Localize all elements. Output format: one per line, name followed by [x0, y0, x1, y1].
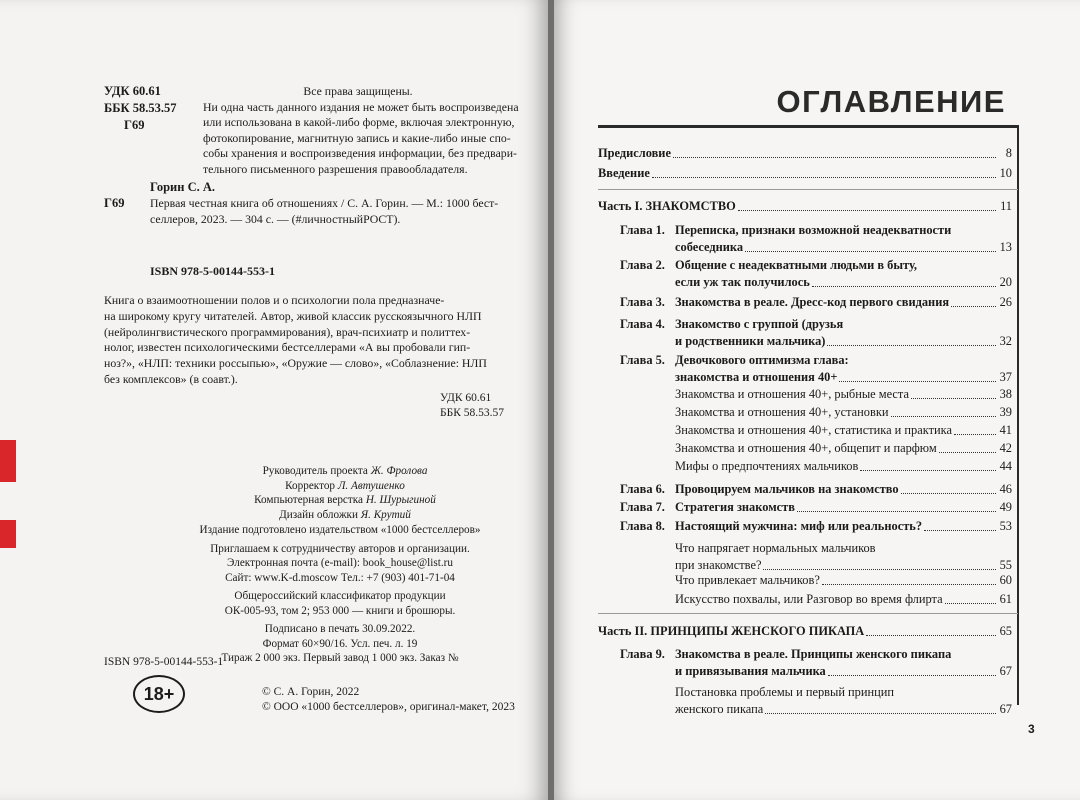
toc-page-number: 39 [999, 405, 1012, 419]
toc-entry[interactable] [675, 558, 1012, 573]
abstract-line: Книга о взаимоотношении полов и о психологии пола предназначе- [104, 293, 445, 307]
contents-heading: ОГЛАВЛЕНИЕ [776, 84, 1006, 119]
toc-entry[interactable] [675, 441, 1012, 456]
toc-page-number: 8 [1005, 146, 1012, 160]
dot-leader [797, 510, 996, 512]
toc-entry[interactable] [675, 519, 1012, 534]
dot-leader [827, 344, 996, 346]
page-number: 3 [1028, 722, 1035, 736]
heading-rule [598, 125, 1018, 128]
dot-leader [924, 529, 996, 531]
book-abstract [104, 293, 487, 388]
credit-layout-label: Компьютерная верстка [254, 494, 364, 506]
chapter-label: Глава 1. [620, 223, 665, 237]
publisher-line: Издание подготовлено издательством «1000 бестселлеров» [199, 524, 481, 536]
toc-entry-text: Стратегия знакомств [675, 500, 795, 514]
chapter-label: Глава 7. [620, 500, 665, 514]
toc-entry-text: Знакомства и отношения 40+, статистика и практика [675, 423, 952, 437]
toc-entry[interactable] [675, 592, 1012, 607]
toc-page-number: 10 [999, 166, 1012, 180]
rights-title: Все права защищены. [303, 84, 413, 98]
section-divider [598, 613, 1018, 614]
publisher-info [170, 523, 510, 666]
dot-leader [891, 415, 997, 417]
toc-entry-text: если уж так получилось [675, 275, 810, 289]
toc-entry-title[interactable]: Переписка, признаки возможной неадекватности [675, 223, 952, 237]
toc-entry-title[interactable]: Что напрягает нормальных мальчиков [675, 541, 876, 555]
bib-line: селлеров, 2023. — 304 с. — (#личностныйРОСТ). [150, 211, 401, 226]
toc-page-number: 38 [999, 387, 1012, 401]
dot-leader [822, 583, 996, 585]
chapter-label: Глава 2. [620, 258, 665, 272]
right-page-contents [554, 0, 1080, 800]
bbk-right: ББК 58.53.57 [440, 407, 505, 419]
toc-entry-text: Знакомства и отношения 40+, установки [675, 405, 889, 419]
credit-layout: Н. Шурыгиной [365, 494, 436, 506]
isbn-bottom: ISBN 978-5-00144-553-1 [104, 656, 224, 668]
publisher-line: Тираж 2 000 экз. Первый завод 1 000 экз. Заказ № [221, 652, 459, 664]
bib-line: Первая честная книга об отношениях / С. А. Горин. — М.: 1000 бест- [150, 196, 499, 210]
abstract-line: ноз?», «НЛП: техники россыпью», «Оружие — слово», «Соблазнение: НЛП [104, 356, 487, 371]
dot-leader [745, 250, 996, 252]
rights-notice [203, 84, 519, 177]
toc-entry[interactable] [675, 423, 1012, 438]
publisher-line: ОК-005-93, том 2; 953 000 — книги и брошюры. [224, 604, 456, 617]
dot-leader [954, 433, 996, 435]
toc-entry-text: Знакомства и отношения 40+, рыбные места [675, 387, 909, 401]
toc-entry-text: при знакомстве? [675, 558, 762, 572]
toc-entry[interactable] [598, 624, 1012, 639]
toc-entry-text: Знакомства и отношения 40+, общепит и парфюм [675, 441, 937, 455]
toc-page-number: 11 [1000, 199, 1012, 213]
toc-entry[interactable] [675, 702, 1012, 717]
toc-entry[interactable] [675, 370, 1012, 385]
toc-entry[interactable] [675, 573, 1012, 588]
publisher-line: Приглашаем к сотрудничеству авторов и организации. [210, 542, 470, 555]
dot-leader [839, 380, 996, 382]
chapter-label: Глава 9. [620, 647, 665, 661]
toc-entry-text: Искусство похвалы, или Разговор во время флирта [675, 592, 943, 606]
dot-leader [765, 712, 996, 714]
toc-entry-text: Настоящий мужчина: миф или реальность? [675, 519, 923, 533]
copyright-publisher: © ООО «1000 бестселлеров», оригинал-макет, 2023 [262, 701, 515, 713]
toc-entry-title[interactable]: Девочкового оптимизма глава: [675, 353, 849, 367]
toc-entry[interactable] [675, 405, 1012, 420]
toc-entry-text: Что привлекает мальчиков? [675, 573, 820, 587]
toc-page-number: 26 [999, 295, 1012, 309]
toc-entry-text: Часть II. ПРИНЦИПЫ ЖЕНСКОГО ПИКАПА [598, 624, 865, 638]
toc-entry[interactable] [675, 387, 1012, 402]
publisher-line: Сайт: www.K-d.moscow Тел.: +7 (903) 401-71-04 [225, 571, 455, 584]
dot-leader [738, 209, 996, 211]
udk-code: УДК 60.61 [104, 84, 161, 98]
author-sign-code: Г69 [124, 118, 145, 132]
toc-page-number: 32 [999, 334, 1012, 348]
abstract-line: нолог, известен психологическими бестселлерами «А вы пробовали гип- [104, 340, 471, 355]
chapter-label: Глава 4. [620, 317, 665, 331]
toc-entry[interactable] [675, 500, 1012, 515]
toc-entry[interactable] [675, 459, 1012, 474]
dot-leader [763, 568, 996, 570]
section-divider [598, 189, 1018, 190]
toc-page-number: 42 [999, 441, 1012, 455]
udk-right: УДК 60.61 [440, 392, 492, 404]
toc-page-number: 67 [999, 702, 1012, 716]
credit-corrector-label: Корректор [285, 479, 336, 492]
isbn-top: ISBN 978-5-00144-553-1 [150, 264, 275, 278]
publisher-line: Подписано в печать 30.09.2022. [264, 623, 416, 635]
dot-leader [911, 397, 996, 399]
dot-leader [673, 156, 996, 158]
toc-entry-title[interactable]: Постановка проблемы и первый принцип [675, 685, 895, 699]
toc-entry[interactable] [675, 295, 1012, 310]
dot-leader [901, 492, 996, 494]
toc-page-number: 44 [999, 459, 1012, 473]
rights-line: фотокопирование, магнитную запись и какие-либо иные спо- [203, 130, 511, 145]
toc-entry-text: Мифы о предпочтениях мальчиков [675, 459, 859, 473]
abstract-line: (нейролингвистического программирования), врач-психиатр и политтех- [104, 324, 471, 339]
dot-leader [866, 634, 996, 636]
toc-entry[interactable] [598, 146, 1012, 161]
dot-leader [812, 285, 996, 287]
toc-page-number: 53 [999, 519, 1012, 533]
toc-entry-title[interactable]: Знакомства в реале. Принципы женского пикапа [675, 647, 952, 661]
publisher-line: Общероссийский классификатор продукции [234, 590, 446, 602]
contents-side-rule [1017, 125, 1019, 705]
toc-entry[interactable] [675, 482, 1012, 497]
bibliographic-record [150, 196, 498, 227]
red-cover-edge-upper [0, 440, 16, 482]
publisher-line: Формат 60×90/16. Усл. печ. л. 19 [262, 637, 418, 650]
toc-page-number: 55 [999, 558, 1012, 572]
rights-line: или использована в какой-либо форме, включая электронную, [203, 115, 515, 129]
toc-entry-text: Часть I. ЗНАКОМСТВО [598, 199, 736, 213]
toc-entry-text: и привязывания мальчика [675, 664, 826, 678]
credit-manager: Ж. Фролова [370, 465, 428, 477]
author-sign-code-2: Г69 [104, 196, 125, 210]
toc-page-number: 60 [999, 573, 1012, 587]
toc-entry-text: собеседника [675, 240, 744, 254]
toc-entry-text: Предисловие [598, 146, 671, 160]
toc-page-number: 41 [999, 423, 1012, 437]
chapter-label: Глава 6. [620, 482, 665, 496]
credit-cover: Я. Крутий [360, 508, 411, 521]
rights-line: собы хранения и воспроизведения информации, без предвари- [203, 146, 517, 160]
toc-entry-text: Знакомства в реале. Дресс-код первого свидания [675, 295, 950, 309]
toc-entry-text: и родственники мальчика) [675, 334, 826, 348]
author-name: Горин С. А. [150, 180, 216, 194]
credit-corrector: Л. Автушенко [337, 479, 405, 492]
toc-page-number: 37 [999, 370, 1012, 384]
toc-entry-text: Введение [598, 166, 650, 180]
abstract-line: на широкому кругу читателей. Автор, живой классик русскоязычного НЛП [104, 308, 482, 323]
toc-entry-title[interactable]: Общение с неадекватными людьми в быту, [675, 258, 917, 272]
toc-page-number: 20 [999, 275, 1012, 289]
dot-leader [951, 305, 996, 307]
red-cover-edge-lower [0, 520, 16, 548]
chapter-label: Глава 5. [620, 353, 665, 367]
toc-page-number: 67 [999, 664, 1012, 678]
credit-cover-label: Дизайн обложки [279, 508, 358, 521]
toc-page-number: 49 [999, 500, 1012, 514]
toc-entry[interactable] [598, 166, 1012, 181]
dot-leader [828, 674, 996, 676]
age-rating-badge: 18+ [133, 675, 185, 713]
dot-leader [860, 469, 996, 471]
toc-entry-text: женского пикапа [675, 702, 764, 716]
chapter-label: Глава 8. [620, 519, 665, 533]
toc-entry[interactable] [675, 664, 1012, 679]
toc-page-number: 13 [999, 240, 1012, 254]
toc-page-number: 61 [999, 592, 1012, 606]
toc-page-number: 65 [999, 624, 1012, 638]
toc-entry[interactable] [675, 275, 1012, 290]
chapter-label: Глава 3. [620, 295, 665, 309]
dot-leader [939, 451, 996, 453]
publisher-line: Электронная почта (e-mail): book_house@list.ru [227, 557, 453, 569]
dot-leader [945, 602, 996, 604]
dot-leader [652, 176, 996, 178]
production-credits [200, 464, 490, 522]
bbk-code: ББК 58.53.57 [104, 101, 177, 115]
toc-entry-text: Провоцируем мальчиков на знакомство [675, 482, 899, 496]
toc-entry-title[interactable]: Знакомство с группой (друзья [675, 317, 844, 331]
toc-entry-text: знакомства и отношения 40+ [675, 370, 838, 384]
toc-entry[interactable] [675, 334, 1012, 349]
rights-line: Ни одна часть данного издания не может быть воспроизведена [203, 99, 519, 114]
copyright-author: © С. А. Горин, 2022 [262, 686, 360, 698]
toc-entry[interactable] [675, 240, 1012, 255]
toc-page-number: 46 [999, 482, 1012, 496]
toc-entry[interactable] [598, 199, 1012, 214]
rights-line: тельного письменного разрешения правообладателя. [203, 161, 468, 176]
abstract-line: без комплексов» (в соавт.). [104, 371, 238, 386]
credit-manager-label: Руководитель проекта [262, 465, 368, 477]
